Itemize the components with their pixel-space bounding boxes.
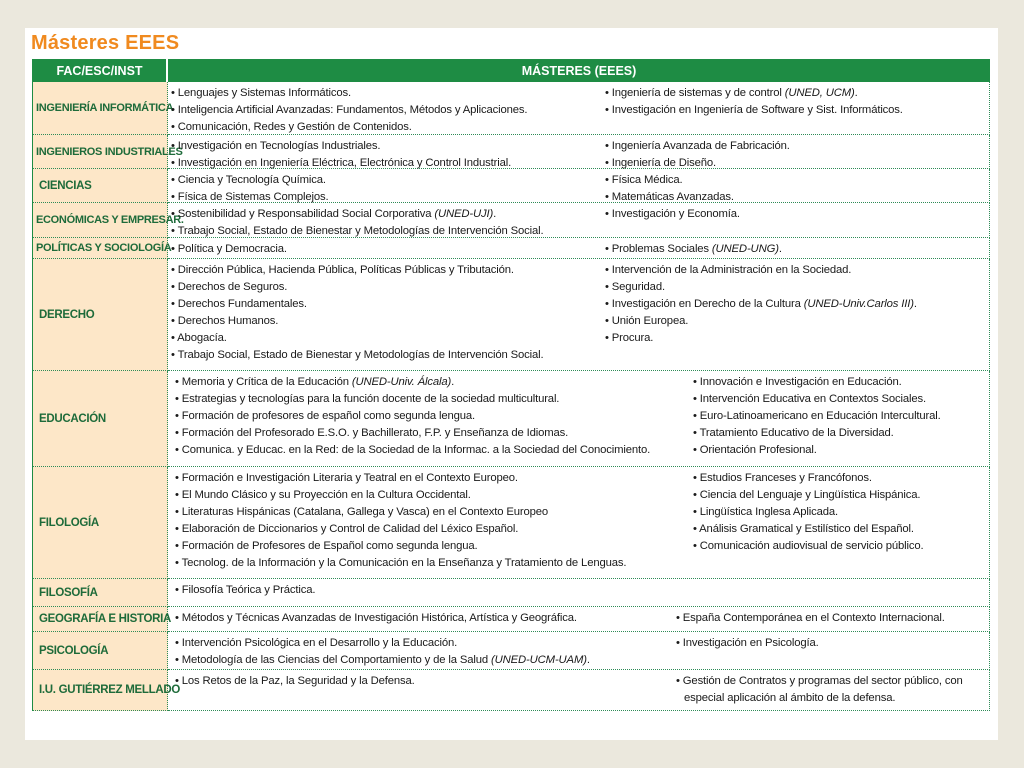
master-item: • Elaboración de Diccionarios y Control de Calidad del Léxico Español.	[175, 523, 519, 535]
master-item: • Literaturas Hispánicas (Catalana, Gallega y Vasca) en el Contexto Europeo	[175, 506, 549, 518]
masters-cell	[168, 238, 990, 259]
faculty-label: INGENIERÍA INFORMÁTICA	[33, 82, 168, 135]
masters-list-left	[171, 172, 329, 206]
master-item: • Investigación en Ingeniería Eléctrica, Electrónica y Control Industrial.	[171, 157, 512, 169]
faculty-label: I.U. GUTIÉRREZ MELLADO	[33, 670, 168, 711]
master-item: • Trabajo Social, Estado de Bienestar y Metodologías de Intervención Social.	[171, 349, 544, 361]
master-item: • El Mundo Clásico y su Proyección en la Cultura Occidental.	[175, 489, 471, 501]
master-item: • Análisis Gramatical y Estilístico del Español.	[693, 523, 914, 535]
faculty-label: GEOGRAFÍA E HISTORIA	[33, 607, 168, 632]
master-item: • Física Médica.	[605, 174, 683, 186]
master-item: • España Contemporánea en el Contexto Internacional.	[676, 612, 945, 624]
master-item: • Tecnolog. de la Información y la Comunicación en la Enseñanza y Tratamiento de Lenguas.	[175, 557, 627, 569]
masters-list-left	[175, 582, 315, 599]
master-item: • Dirección Pública, Hacienda Pública, Políticas Públicas y Tributación.	[171, 264, 514, 276]
faculty-label: INGENIEROS INDUSTRIALES	[33, 135, 168, 169]
master-item: • Memoria y Crítica de la Educación (UNED-Univ. Álcala).	[175, 376, 455, 388]
masters-list-left	[175, 470, 626, 572]
faculty-label: PSICOLOGÍA	[33, 632, 168, 670]
master-item: • Formación de Profesores de Español como segunda lengua.	[175, 540, 478, 552]
master-item: • Estudios Franceses y Francófonos.	[693, 472, 872, 484]
master-item: • Derechos Humanos.	[171, 315, 279, 327]
masters-list-right	[605, 85, 903, 119]
masters-cell	[168, 371, 990, 467]
master-item: • Seguridad.	[605, 281, 665, 293]
master-item: • Investigación en Tecnologías Industriales.	[171, 140, 381, 152]
master-item: • Orientación Profesional.	[693, 444, 817, 456]
masters-list-right	[676, 610, 945, 627]
master-item: • Ciencia del Lenguaje y Lingüística Hispánica.	[693, 489, 921, 501]
masters-list-right	[605, 262, 917, 347]
master-item: • Investigación en Psicología.	[676, 637, 819, 649]
masters-cell	[168, 670, 990, 711]
master-item: • Investigación y Economía.	[605, 208, 740, 220]
master-item: • Investigación en Ingeniería de Software y Sist. Informáticos.	[605, 104, 903, 116]
master-item: • Euro-Latinoamericano en Educación Intercultural.	[693, 410, 941, 422]
master-item: • Comunica. y Educac. en la Red: de la Sociedad de la Informac. a la Sociedad del Conocimiento.	[175, 444, 651, 456]
master-item: • Ingeniería de sistemas y de control (UNED, UCM).	[605, 87, 858, 99]
masters-cell	[168, 467, 990, 579]
master-item: • Formación e Investigación Literaria y Teatral en el Contexto Europeo.	[175, 472, 518, 484]
master-item: • Formación de profesores de español como segunda lengua.	[175, 410, 475, 422]
masters-list-right	[605, 241, 782, 258]
faculty-label: ECONÓMICAS Y EMPRESAR.	[33, 203, 168, 238]
master-item: • Ingeniería Avanzada de Fabricación.	[605, 140, 790, 152]
masters-cell	[168, 135, 990, 169]
master-item: • Unión Europea.	[605, 315, 689, 327]
slide	[25, 28, 998, 740]
master-item: • Lenguajes y Sistemas Informáticos.	[171, 87, 352, 99]
master-item: • Lingüística Inglesa Aplicada.	[693, 506, 839, 518]
masters-cell	[168, 632, 990, 670]
page-title: Másteres EEES	[31, 32, 180, 54]
master-item: • Derechos Fundamentales.	[171, 298, 307, 310]
masters-cell	[168, 259, 990, 371]
masters-cell	[168, 579, 990, 607]
master-item: • Matemáticas Avanzadas.	[605, 191, 734, 203]
master-item: • Comunicación, Redes y Gestión de Contenidos.	[171, 121, 412, 133]
master-item: • Ingeniería de Diseño.	[605, 157, 717, 169]
master-item: • Trabajo Social, Estado de Bienestar y Metodologías de Intervención Social.	[171, 225, 544, 237]
faculty-label: FILOSOFÍA	[33, 579, 168, 607]
masters-list-left	[171, 206, 543, 240]
masters-cell	[168, 607, 990, 632]
masters-list-left	[175, 610, 577, 627]
master-item: • Inteligencia Artificial Avanzadas: Fundamentos, Métodos y Aplicaciones.	[171, 104, 528, 116]
masters-list-left	[175, 635, 590, 669]
masters-list-right	[605, 138, 790, 172]
masters-list-left	[175, 374, 650, 459]
masters-cell	[168, 203, 990, 238]
header-faculty: FAC/ESC/INST	[33, 59, 168, 82]
master-item: • Procura.	[605, 332, 654, 344]
masters-list-left	[171, 138, 511, 172]
master-item: • Intervención Psicológica en el Desarrollo y la Educación.	[175, 637, 458, 649]
faculty-label: EDUCACIÓN	[33, 371, 168, 467]
masters-list-right	[605, 172, 734, 206]
masters-list-left	[171, 241, 287, 258]
masters-list-right	[676, 673, 963, 707]
master-item: • Política y Democracia.	[171, 243, 287, 255]
master-item: • Derechos de Seguros.	[171, 281, 288, 293]
master-item: • Gestión de Contratos y programas del sector público, con	[676, 675, 963, 687]
faculty-label: CIENCIAS	[33, 169, 168, 203]
faculty-label: POLÍTICAS Y SOCIOLOGÍA	[33, 238, 168, 259]
faculty-label: DERECHO	[33, 259, 168, 371]
master-item: • Investigación en Derecho de la Cultura (UNED-Univ.Carlos III).	[605, 298, 917, 310]
master-item: • Intervención de la Administración en la Sociedad.	[605, 264, 852, 276]
master-item: • Estrategias y tecnologías para la función docente de la sociedad multicultural.	[175, 393, 560, 405]
master-item: • Los Retos de la Paz, la Seguridad y la Defensa.	[175, 675, 415, 687]
master-item: • Tratamiento Educativo de la Diversidad.	[693, 427, 894, 439]
masters-list-right	[693, 470, 924, 555]
master-item: • Filosofía Teórica y Práctica.	[175, 584, 316, 596]
master-item: • Ciencia y Tecnología Química.	[171, 174, 326, 186]
masters-list-left	[175, 673, 415, 690]
master-item: especial aplicación al ámbito de la defensa.	[684, 692, 896, 704]
masters-list-right	[693, 374, 941, 459]
masters-cell	[168, 82, 990, 135]
master-item: • Métodos y Técnicas Avanzadas de Investigación Histórica, Artística y Geográfica.	[175, 612, 577, 624]
master-item: • Metodología de las Ciencias del Comportamiento y de la Salud (UNED-UCM-UAM).	[175, 654, 590, 666]
master-item: • Formación del Profesorado E.S.O. y Bachillerato, F.P. y Enseñanza de Idiomas.	[175, 427, 569, 439]
masters-list-right	[605, 206, 740, 223]
masters-list-left	[171, 262, 543, 364]
master-item: • Física de Sistemas Complejos.	[171, 191, 329, 203]
master-item: • Abogacía.	[171, 332, 227, 344]
header-masters: MÁSTERES (EEES)	[168, 59, 990, 82]
masters-list-right	[676, 635, 819, 652]
master-item: • Sostenibilidad y Responsabilidad Social Corporativa (UNED-UJI).	[171, 208, 497, 220]
masters-cell	[168, 169, 990, 203]
faculty-label: FILOLOGÍA	[33, 467, 168, 579]
master-item: • Problemas Sociales (UNED-UNG).	[605, 243, 782, 255]
master-item: • Innovación e Investigación en Educación.	[693, 376, 902, 388]
masters-table	[32, 59, 990, 711]
master-item: • Intervención Educativa en Contextos Sociales.	[693, 393, 927, 405]
masters-list-left	[171, 85, 527, 136]
master-item: • Comunicación audiovisual de servicio público.	[693, 540, 924, 552]
